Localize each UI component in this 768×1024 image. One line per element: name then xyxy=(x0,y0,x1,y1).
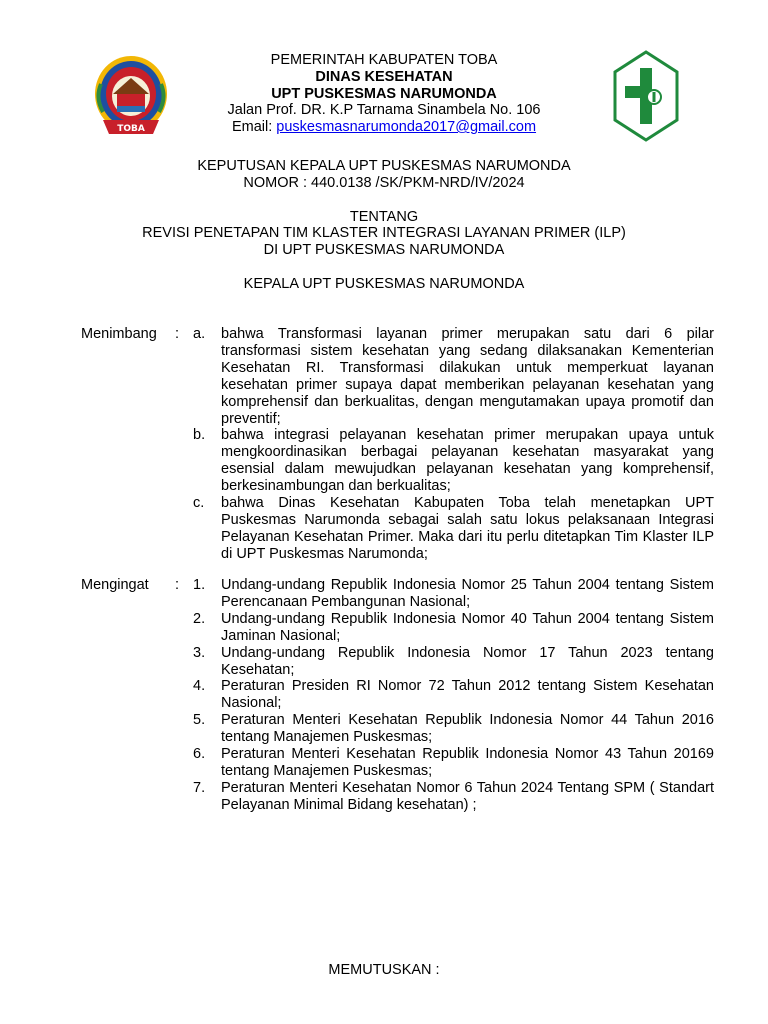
mengingat-item xyxy=(0,678,768,712)
about-heading: TENTANG xyxy=(349,209,419,225)
email-label: Email: xyxy=(231,119,277,135)
menimbang-item xyxy=(0,326,768,427)
mengingat-item xyxy=(0,780,768,814)
mengingat-label: Mengingat xyxy=(81,577,149,593)
list-item-text: Peraturan Menteri Kesehatan Republik Indonesia Nomor 44 Tahun 2016 tentang Manajemen Puskesmas; xyxy=(221,712,714,746)
list-marker: 5. xyxy=(193,712,206,729)
decree-subject-line2: DI UPT PUSKESMAS NARUMONDA xyxy=(263,242,505,258)
menimbang-item xyxy=(0,495,768,563)
mengingat-item xyxy=(0,712,768,746)
list-item-text: bahwa Dinas Kesehatan Kabupaten Toba telah menetapkan UPT Puskesmas Narumonda sebagai salah satu lokus pelaksanaan Integrasi Pelayanan Kesehatan Primer. Maka dari itu perlu ditetapkan Tim Klaster ILP di UPT Puskesmas Narumonda; xyxy=(221,495,714,562)
list-item-text: bahwa integrasi pelayanan kesehatan primer merupakan upaya untuk mengkoordinasikan berbagai pelayanan kesehatan masyarakat yang esensial dalam mewujudkan pelayanan kesehatan yang komprehensif, berkesinambungan dan berkualitas; xyxy=(221,427,714,495)
decree-title: KEPUTUSAN KEPALA UPT PUSKESMAS NARUMONDA xyxy=(197,158,571,174)
list-marker: 7. xyxy=(193,779,206,796)
list-item-text: Undang-undang Republik Indonesia Nomor 17 Tahun 2023 tentang Kesehatan; xyxy=(221,644,714,678)
list-item-text: bahwa Transformasi layanan primer merupakan satu dari 6 pilar transformasi sistem kesehatan yang sedang dilaksanakan Kementerian Kesehatan RI. Transformasi dilakukan untuk memperkuat layanan kesehatan primer supaya dapat memberikan pelayanan kesehatan yang komprehensif dan berkualitas, dengan mengutamakan upaya promotif dan preventif; xyxy=(221,326,714,427)
list-marker: 1. xyxy=(193,577,206,593)
mengingat-item xyxy=(0,746,768,780)
menimbang-label: Menimbang xyxy=(81,326,157,342)
decree-number: NOMOR : 440.0138 /SK/PKM-NRD/IV/2024 xyxy=(243,175,525,191)
list-marker: 3. xyxy=(193,644,206,661)
puskesmas-emblem-icon xyxy=(613,50,679,142)
list-item-text: Peraturan Presiden RI Nomor 72 Tahun 2012 tentang Sistem Kesehatan Nasional; xyxy=(221,678,714,712)
mengingat-item xyxy=(0,611,768,645)
letterhead-email-line xyxy=(180,119,588,136)
letterhead-agency: DINAS KESEHATAN xyxy=(315,69,453,85)
list-marker: 2. xyxy=(193,610,206,627)
decree-subject-line1: REVISI PENETAPAN TIM KLASTER INTEGRASI LAYANAN PRIMER (ILP) xyxy=(142,225,626,241)
list-item-text: Peraturan Menteri Kesehatan Republik Indonesia Nomor 43 Tahun 20169 tentang Manajemen Puskesmas; xyxy=(221,746,714,779)
letterhead-institution: UPT PUSKESMAS NARUMONDA xyxy=(271,86,497,102)
list-marker: a. xyxy=(193,326,206,342)
list-marker: 6. xyxy=(193,746,206,763)
letterhead-address: Jalan Prof. DR. K.P Tarnama Sinambela No. 106 xyxy=(227,102,541,118)
mengingat-item xyxy=(0,645,768,679)
mengingat-list xyxy=(0,577,768,814)
menimbang-colon: : xyxy=(175,326,180,342)
mengingat-colon: : xyxy=(175,577,180,593)
list-item-text: Peraturan Menteri Kesehatan Nomor 6 Tahun 2024 Tentang SPM ( Standart Pelayanan Minimal Bidang kesehatan) ; xyxy=(221,779,714,813)
menimbang-list xyxy=(0,326,768,563)
letterhead-government: PEMERINTAH KABUPATEN TOBA xyxy=(270,52,498,68)
list-item-text: Undang-undang Republik Indonesia Nomor 25 Tahun 2004 tentang Sistem Perencanaan Pembangunan Nasional; xyxy=(221,577,714,610)
decree-head: KEPALA UPT PUSKESMAS NARUMONDA xyxy=(243,276,525,292)
list-marker: c. xyxy=(193,495,205,512)
list-marker: b. xyxy=(193,427,206,444)
toba-regency-emblem-icon xyxy=(93,54,169,142)
mengingat-item xyxy=(0,577,768,611)
memutuskan-heading: MEMUTUSKAN : xyxy=(328,962,440,978)
list-item-text: Undang-undang Republik Indonesia Nomor 40 Tahun 2004 tentang Sistem Jaminan Nasional; xyxy=(221,610,714,644)
email-link[interactable]: puskesmasnarumonda2017@gmail.com xyxy=(276,119,537,135)
toba-logo-text: TOBA xyxy=(117,124,145,134)
menimbang-item xyxy=(0,427,768,495)
list-marker: 4. xyxy=(193,678,206,695)
